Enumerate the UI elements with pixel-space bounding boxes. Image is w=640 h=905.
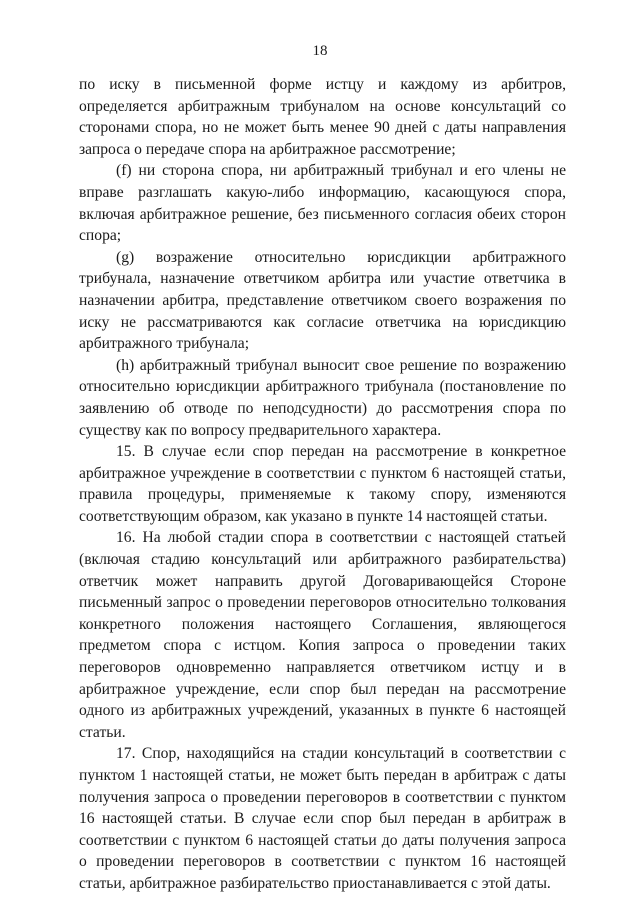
paragraph-clause-16: 16. На любой стадии спора в соответствии с настоящей статьей (включая стадию консультаций или арбитражного разбирательства) ответчик может направить другой Договаривающейся Стороне письменный запрос о проведении переговоров относительно толкования конкретного положения настоящего Соглашения, являющегося предметом спора с истцом. Копия запроса о проведении таких переговоров одновременно направляется ответчиком истцу и в арбитражное учреждение, если спор был передан на рассмотрение одного из арбитражных учреждений, указанных в пункте 6 настоящей статьи.	[79, 529, 566, 741]
paragraph-continuation: по иску в письменной форме истцу и каждому из арбитров, определяется арбитражным трибуналом на основе консультаций со сторонами спора, но не может быть менее 90 дней с даты направления запроса о передаче спора на арбитражное рассмотрение;	[79, 76, 566, 158]
paragraph-clause-17: 17. Спор, находящийся на стадии консультаций в соответствии с пунктом 1 настоящей статьи, не может быть передан в арбитраж с даты получения запроса о проведении переговоров в соответствии с пунктом 16 настоящей статьи. В случае если спор был передан в арбитраж в соответствии с пунктом 6 настоящей статьи до даты получения запроса о проведении переговоров в соответствии с пунктом 16 настоящей статьи, арбитражное разбирательство приостанавливается с этой даты.	[79, 745, 566, 892]
page-number: 18	[312, 43, 328, 59]
document-body	[79, 74, 566, 895]
paragraph-item-f: (f) ни сторона спора, ни арбитражный трибунал и его члены не вправе разглашать какую-либо информацию, касающуюся спора, включая арбитражное решение, без письменного согласия обеих сторон спора;	[79, 162, 566, 245]
paragraph-item-g: (g) возражение относительно юрисдикции арбитражного трибунала, назначение ответчиком арбитра или участие ответчика в назначении арбитра, представление ответчиком своего возражения по иску не рассматриваются как согласие ответчика на юрисдикцию арбитражного трибунала;	[79, 248, 566, 353]
paragraph-clause-15: 15. В случае если спор передан на рассмотрение в конкретное арбитражное учреждение в соответствии с пунктом 6 настоящей статьи, правила процедуры, применяемые к такому спору, изменяются соответствующим образом, как указано в пункте 14 настоящей статьи.	[79, 443, 566, 525]
paragraph-item-h: (h) арбитражный трибунал выносит свое решение по возражению относительно юрисдикции арбитражного трибунала (постановление по заявлению об отводе по неподсудности) до рассмотрения спора по существу как по вопросу предварительного характера.	[79, 356, 566, 439]
